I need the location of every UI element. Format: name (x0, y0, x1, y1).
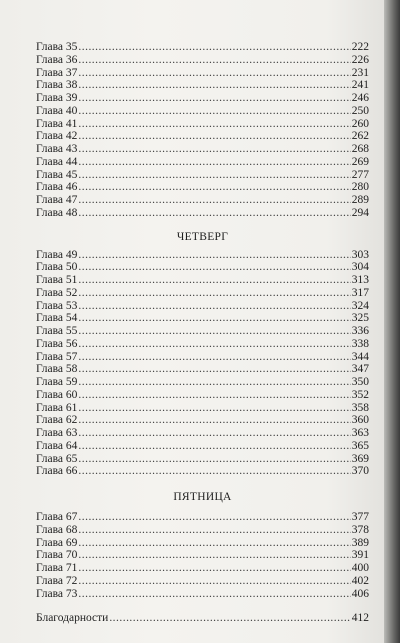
dot-leader (78, 79, 350, 92)
dot-leader (78, 414, 350, 427)
chapter-label: Глава 55 (36, 325, 78, 337)
toc-entry (36, 338, 369, 351)
dot-leader (78, 465, 350, 478)
page-number: 400 (351, 562, 369, 574)
page-number: 352 (351, 388, 369, 401)
page-number: 262 (351, 130, 369, 143)
toc-entry (36, 249, 369, 262)
dot-leader (78, 549, 350, 562)
acknowledgements-label: Благодарности (36, 612, 109, 625)
toc-entry (36, 402, 369, 415)
toc-entry (36, 588, 369, 601)
chapter-label: Глава 43 (36, 143, 78, 155)
page-number: 336 (351, 325, 369, 337)
toc-entry (36, 465, 369, 478)
toc-entry (36, 261, 369, 274)
dot-leader (78, 130, 350, 143)
chapter-label: Глава 52 (36, 286, 78, 299)
dot-leader (78, 194, 350, 207)
page-number: 268 (351, 143, 369, 155)
toc-entry (36, 105, 369, 118)
chapter-label: Глава 42 (36, 130, 78, 143)
chapter-label: Глава 70 (36, 549, 78, 562)
page-number: 294 (351, 206, 369, 219)
chapter-label: Глава 38 (36, 79, 78, 92)
toc-entry (36, 414, 369, 427)
chapter-label: Глава 73 (36, 587, 78, 600)
page-number: 369 (351, 452, 369, 465)
chapter-label: Глава 36 (36, 53, 78, 66)
dot-leader (78, 156, 350, 169)
dot-leader (78, 300, 350, 313)
toc-entry (36, 169, 369, 182)
toc-entry (36, 156, 369, 169)
chapter-label: Глава 71 (36, 562, 78, 574)
page-number: 277 (351, 168, 369, 181)
dot-leader (78, 274, 350, 287)
dot-leader (78, 588, 350, 601)
toc-entry (36, 453, 369, 466)
page-number: 289 (351, 194, 369, 206)
page-number: 231 (351, 66, 369, 79)
chapter-label: Глава 62 (36, 414, 78, 427)
toc-entry (36, 143, 369, 156)
page-number: 317 (351, 286, 369, 299)
page-number: 347 (351, 363, 369, 376)
page-number: 324 (351, 299, 369, 312)
chapter-label: Глава 60 (36, 388, 78, 401)
dot-leader (78, 67, 350, 80)
dot-leader (78, 389, 350, 402)
page-number: 250 (351, 104, 369, 117)
dot-leader (78, 453, 350, 466)
page-number: 370 (351, 465, 369, 478)
dot-leader (78, 261, 350, 274)
dot-leader (78, 143, 350, 156)
dot-leader (78, 169, 350, 182)
chapter-label: Глава 40 (36, 104, 78, 117)
toc-entry (36, 130, 369, 143)
page-number: 260 (351, 117, 369, 130)
dot-leader (78, 562, 350, 575)
toc-entry (36, 79, 369, 92)
chapter-label: Глава 39 (36, 92, 78, 104)
page-number: 325 (351, 312, 369, 325)
page-number: 280 (351, 181, 369, 194)
toc-entry (36, 537, 369, 550)
page-number: 226 (351, 53, 369, 66)
toc-entry (36, 389, 369, 402)
toc-entry (36, 274, 369, 287)
dot-leader (78, 41, 350, 54)
chapter-label: Глава 57 (36, 350, 78, 363)
toc-entry (36, 207, 369, 220)
dot-leader (78, 524, 350, 537)
page-number: 378 (351, 523, 369, 536)
page-number: 304 (351, 261, 369, 274)
chapter-label: Глава 65 (36, 452, 78, 465)
dot-leader (78, 351, 350, 364)
page-number: 402 (351, 574, 369, 587)
dot-leader (78, 363, 350, 376)
dot-leader (78, 376, 350, 389)
chapter-label: Глава 53 (36, 299, 78, 312)
toc-entry (36, 92, 369, 105)
page-number: 391 (351, 549, 369, 562)
section-heading: ПЯТНИЦА (173, 491, 232, 503)
page-number: 360 (351, 414, 369, 427)
dot-leader (78, 511, 350, 524)
chapter-label: Глава 51 (36, 274, 78, 286)
dot-leader (78, 338, 350, 351)
page-number: 338 (351, 337, 369, 350)
chapter-label: Глава 68 (36, 523, 78, 536)
toc-entry (36, 363, 369, 376)
page-number: 406 (351, 587, 369, 600)
toc-entry (36, 549, 369, 562)
page-number: 350 (351, 376, 369, 388)
toc-entry (36, 41, 369, 54)
dot-leader (78, 312, 350, 325)
dot-leader (78, 181, 350, 194)
page-number: 303 (351, 248, 369, 261)
chapter-label: Глава 72 (36, 574, 78, 587)
section-heading: ЧЕТВЕРГ (176, 230, 229, 243)
page-number: 358 (351, 401, 369, 414)
chapter-label: Глава 50 (36, 261, 78, 274)
dot-leader (78, 54, 350, 67)
toc-entry (36, 54, 369, 67)
page-number: 344 (351, 350, 369, 363)
chapter-label: Глава 59 (36, 376, 78, 388)
dot-leader (78, 105, 350, 118)
chapter-label: Глава 47 (36, 194, 78, 206)
toc-entry (36, 351, 369, 364)
toc-entry (36, 312, 369, 325)
toc-entry (36, 562, 369, 575)
page-number: 412 (351, 612, 369, 625)
toc-entry (36, 440, 369, 453)
chapter-label: Глава 64 (36, 439, 78, 452)
dot-leader (78, 118, 350, 131)
toc-entry (36, 427, 369, 440)
chapter-label: Глава 41 (36, 117, 78, 130)
dot-leader (78, 207, 350, 220)
chapter-label: Глава 37 (36, 66, 78, 79)
acknowledgements-entry (36, 612, 369, 625)
toc-entry (36, 524, 369, 537)
page-number: 241 (351, 79, 369, 92)
toc-entry (36, 287, 369, 300)
dot-leader (109, 612, 350, 625)
page-number: 363 (351, 427, 369, 439)
chapter-label: Глава 45 (36, 168, 78, 181)
page-number: 377 (351, 511, 369, 523)
dot-leader (78, 575, 350, 588)
page-edge (384, 0, 400, 643)
dot-leader (78, 325, 350, 338)
chapter-label: Глава 69 (36, 536, 78, 549)
page-number: 222 (351, 41, 369, 53)
chapter-label: Глава 56 (36, 337, 78, 350)
toc-entry (36, 300, 369, 313)
chapter-label: Глава 61 (36, 401, 78, 414)
page-number: 365 (351, 439, 369, 452)
dot-leader (78, 92, 350, 105)
dot-leader (78, 287, 350, 300)
chapter-label: Глава 44 (36, 155, 78, 168)
chapter-label: Глава 54 (36, 312, 78, 325)
toc-entry (36, 194, 369, 207)
chapter-label: Глава 46 (36, 181, 78, 194)
toc-entry (36, 376, 369, 389)
toc-entry (36, 181, 369, 194)
dot-leader (78, 440, 350, 453)
chapter-label: Глава 48 (36, 206, 78, 219)
page-number: 246 (351, 92, 369, 104)
toc-entry (36, 118, 369, 131)
page-number: 389 (351, 536, 369, 549)
page-number: 269 (351, 155, 369, 168)
toc-entry (36, 575, 369, 588)
chapter-label: Глава 35 (36, 41, 78, 53)
chapter-label: Глава 66 (36, 465, 78, 478)
dot-leader (78, 537, 350, 550)
toc-entry (36, 67, 369, 80)
toc-entry (36, 325, 369, 338)
chapter-label: Глава 49 (36, 248, 78, 261)
page-number: 313 (351, 274, 369, 286)
table-of-contents (36, 41, 369, 625)
chapter-label: Глава 58 (36, 363, 78, 376)
dot-leader (78, 249, 350, 262)
toc-entry (36, 511, 369, 524)
dot-leader (78, 427, 350, 440)
chapter-label: Глава 67 (36, 511, 78, 523)
dot-leader (78, 402, 350, 415)
chapter-label: Глава 63 (36, 427, 78, 439)
